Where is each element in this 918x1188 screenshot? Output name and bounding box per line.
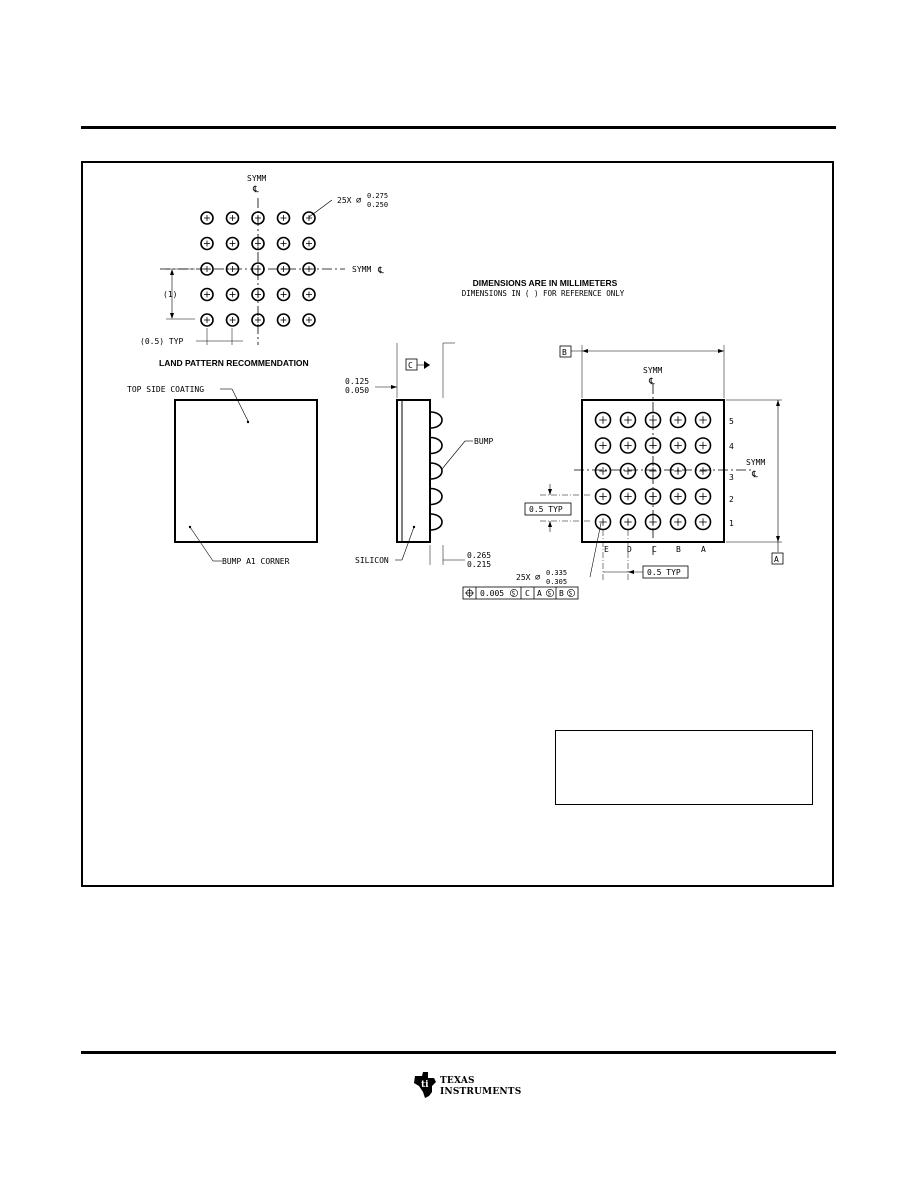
top-side-coating-leader-diag bbox=[232, 389, 248, 421]
row-label-5: 5 bbox=[729, 417, 734, 426]
bottom-symm-top-cl: ℄ bbox=[649, 377, 655, 387]
footer-rule bbox=[81, 1051, 836, 1054]
land-pattern-symm-right-label: SYMM bbox=[352, 265, 372, 274]
datum-b-label: B bbox=[562, 348, 567, 357]
solder-ball bbox=[596, 464, 611, 479]
datum-a-arrow-top bbox=[776, 400, 780, 406]
land-pad bbox=[278, 238, 290, 250]
top-side-coating-dot bbox=[247, 421, 249, 423]
col-label-a: A bbox=[701, 545, 706, 554]
datum-a-arrow-bottom bbox=[776, 536, 780, 542]
solder-ball bbox=[621, 489, 636, 504]
datum-a-label: A bbox=[774, 555, 779, 564]
land-pad bbox=[227, 314, 239, 326]
datum-b-arrow-right bbox=[718, 349, 724, 353]
land-pattern-view bbox=[140, 174, 388, 368]
land-pad bbox=[201, 212, 213, 224]
side-bump bbox=[430, 514, 442, 530]
pitch-h-arrow bbox=[628, 570, 634, 574]
land-pad bbox=[278, 212, 290, 224]
side-bump bbox=[430, 438, 442, 454]
solder-ball bbox=[671, 438, 686, 453]
datum-c-triangle bbox=[424, 361, 430, 369]
land-pad bbox=[303, 314, 315, 326]
side-view-bumps bbox=[430, 412, 442, 530]
ref-pitch-label: (1) bbox=[163, 290, 178, 299]
land-pad bbox=[303, 238, 315, 250]
silicon-leader bbox=[402, 527, 414, 560]
coating-thickness-max: 0.125 bbox=[345, 377, 370, 386]
datum-b-arrow-left bbox=[582, 349, 588, 353]
land-pad bbox=[303, 289, 315, 301]
solder-ball bbox=[696, 489, 711, 504]
row-label-3: 3 bbox=[729, 473, 734, 482]
land-pad bbox=[201, 314, 213, 326]
solder-ball bbox=[696, 464, 711, 479]
solder-ball bbox=[596, 515, 611, 530]
ti-logo-line2: INSTRUMENTS bbox=[440, 1087, 522, 1097]
solder-ball bbox=[621, 413, 636, 428]
bottom-view bbox=[463, 345, 783, 599]
svg-text:ti: ti bbox=[421, 1080, 429, 1090]
ref-pitch-arrow-top bbox=[170, 269, 174, 275]
units-note-line1: DIMENSIONS ARE IN MILLIMETERS bbox=[472, 278, 618, 288]
solder-ball bbox=[671, 515, 686, 530]
top-view bbox=[127, 385, 317, 566]
row-label-4: 4 bbox=[729, 442, 734, 451]
solder-ball bbox=[596, 438, 611, 453]
pad-diameter-min: 0.250 bbox=[367, 201, 389, 209]
ball-diameter-min: 0.305 bbox=[546, 578, 568, 586]
land-pattern-symm-top-cl: ℄ bbox=[253, 185, 259, 195]
fcf-tolerance: 0.005 bbox=[480, 589, 505, 598]
coating-dim-arrow bbox=[391, 385, 397, 389]
ti-map-icon bbox=[412, 1070, 438, 1100]
top-side-coating-label: TOP SIDE COATING bbox=[127, 385, 205, 394]
texas-instruments-logo bbox=[410, 1070, 530, 1100]
solder-ball bbox=[671, 413, 686, 428]
land-pad bbox=[201, 289, 213, 301]
side-bump bbox=[430, 489, 442, 505]
row-label-1: 1 bbox=[729, 519, 734, 528]
solder-ball bbox=[621, 438, 636, 453]
pad-diameter-max: 0.275 bbox=[367, 192, 389, 200]
fcf-datum-b: B bbox=[559, 589, 564, 598]
land-pad bbox=[227, 212, 239, 224]
pad-callout-count: 25X bbox=[337, 196, 352, 205]
feature-control-frame bbox=[463, 587, 578, 599]
col-label-e: E bbox=[604, 545, 609, 554]
solder-ball bbox=[671, 464, 686, 479]
bottom-symm-top-label: SYMM bbox=[643, 366, 663, 375]
side-bump bbox=[430, 412, 442, 428]
pad-callout-diameter-symbol: ⌀ bbox=[356, 196, 362, 206]
land-pattern-symm-top-label: SYMM bbox=[247, 174, 267, 183]
bottom-symm-right-cl: ℄ bbox=[752, 470, 758, 480]
top-view-outline bbox=[175, 400, 317, 542]
pitch-v-arrow-top bbox=[548, 489, 552, 495]
svg-text:S: S bbox=[547, 590, 552, 598]
solder-ball bbox=[671, 489, 686, 504]
svg-text:S: S bbox=[511, 590, 516, 598]
solder-ball bbox=[596, 413, 611, 428]
solder-ball bbox=[696, 413, 711, 428]
land-pad bbox=[278, 289, 290, 301]
ref-pitch-typ-label: (0.5) TYP bbox=[140, 337, 184, 346]
land-pad bbox=[278, 314, 290, 326]
bottom-symm-right-label: SYMM bbox=[746, 458, 766, 467]
fcf-datum-a: A bbox=[537, 589, 542, 598]
units-note bbox=[462, 278, 625, 298]
ball-callout-diameter-symbol: ⌀ bbox=[535, 573, 541, 583]
units-note-line2: DIMENSIONS IN ( ) FOR REFERENCE ONLY bbox=[461, 289, 625, 298]
bump-leader bbox=[442, 441, 465, 469]
bump-label: BUMP bbox=[474, 437, 494, 446]
silicon-label: SILICON bbox=[355, 556, 389, 565]
ball-diameter-max: 0.335 bbox=[546, 569, 568, 577]
ref-pitch-arrow-bottom bbox=[170, 313, 174, 319]
ti-logo-line1: TEXAS bbox=[440, 1076, 475, 1086]
notes-box bbox=[555, 730, 813, 805]
package-height-min: 0.215 bbox=[467, 560, 492, 569]
solder-ball bbox=[621, 515, 636, 530]
solder-ball bbox=[596, 489, 611, 504]
pad-callout-leader bbox=[309, 200, 332, 217]
coating-thickness-min: 0.050 bbox=[345, 386, 370, 395]
ball-callout-leader bbox=[590, 523, 601, 577]
ball-callout-count: 25X bbox=[516, 573, 531, 582]
land-pad bbox=[227, 238, 239, 250]
solder-ball bbox=[621, 464, 636, 479]
svg-text:S: S bbox=[568, 590, 573, 598]
datum-c-label: C bbox=[408, 361, 413, 370]
fcf-datum-c: C bbox=[525, 589, 530, 598]
solder-ball bbox=[696, 515, 711, 530]
package-height-max: 0.265 bbox=[467, 551, 492, 560]
bump-a1-corner-label: BUMP A1 CORNER bbox=[222, 557, 290, 566]
solder-ball bbox=[696, 438, 711, 453]
col-label-c: C bbox=[652, 545, 657, 554]
bump-a1-corner-leader bbox=[190, 527, 213, 561]
land-pattern-symm-right-cl: ℄ bbox=[378, 266, 384, 276]
pitch-v-label: 0.5 TYP bbox=[529, 505, 563, 514]
land-pad bbox=[201, 238, 213, 250]
side-view bbox=[345, 343, 493, 569]
side-bump bbox=[430, 463, 442, 479]
pitch-h-label: 0.5 TYP bbox=[647, 568, 681, 577]
land-pad bbox=[227, 289, 239, 301]
col-label-b: B bbox=[676, 545, 681, 554]
land-pattern-title: LAND PATTERN RECOMMENDATION bbox=[159, 358, 309, 368]
col-label-d: D bbox=[627, 545, 632, 554]
row-label-2: 2 bbox=[729, 495, 734, 504]
pitch-v-arrow-bottom bbox=[548, 521, 552, 527]
